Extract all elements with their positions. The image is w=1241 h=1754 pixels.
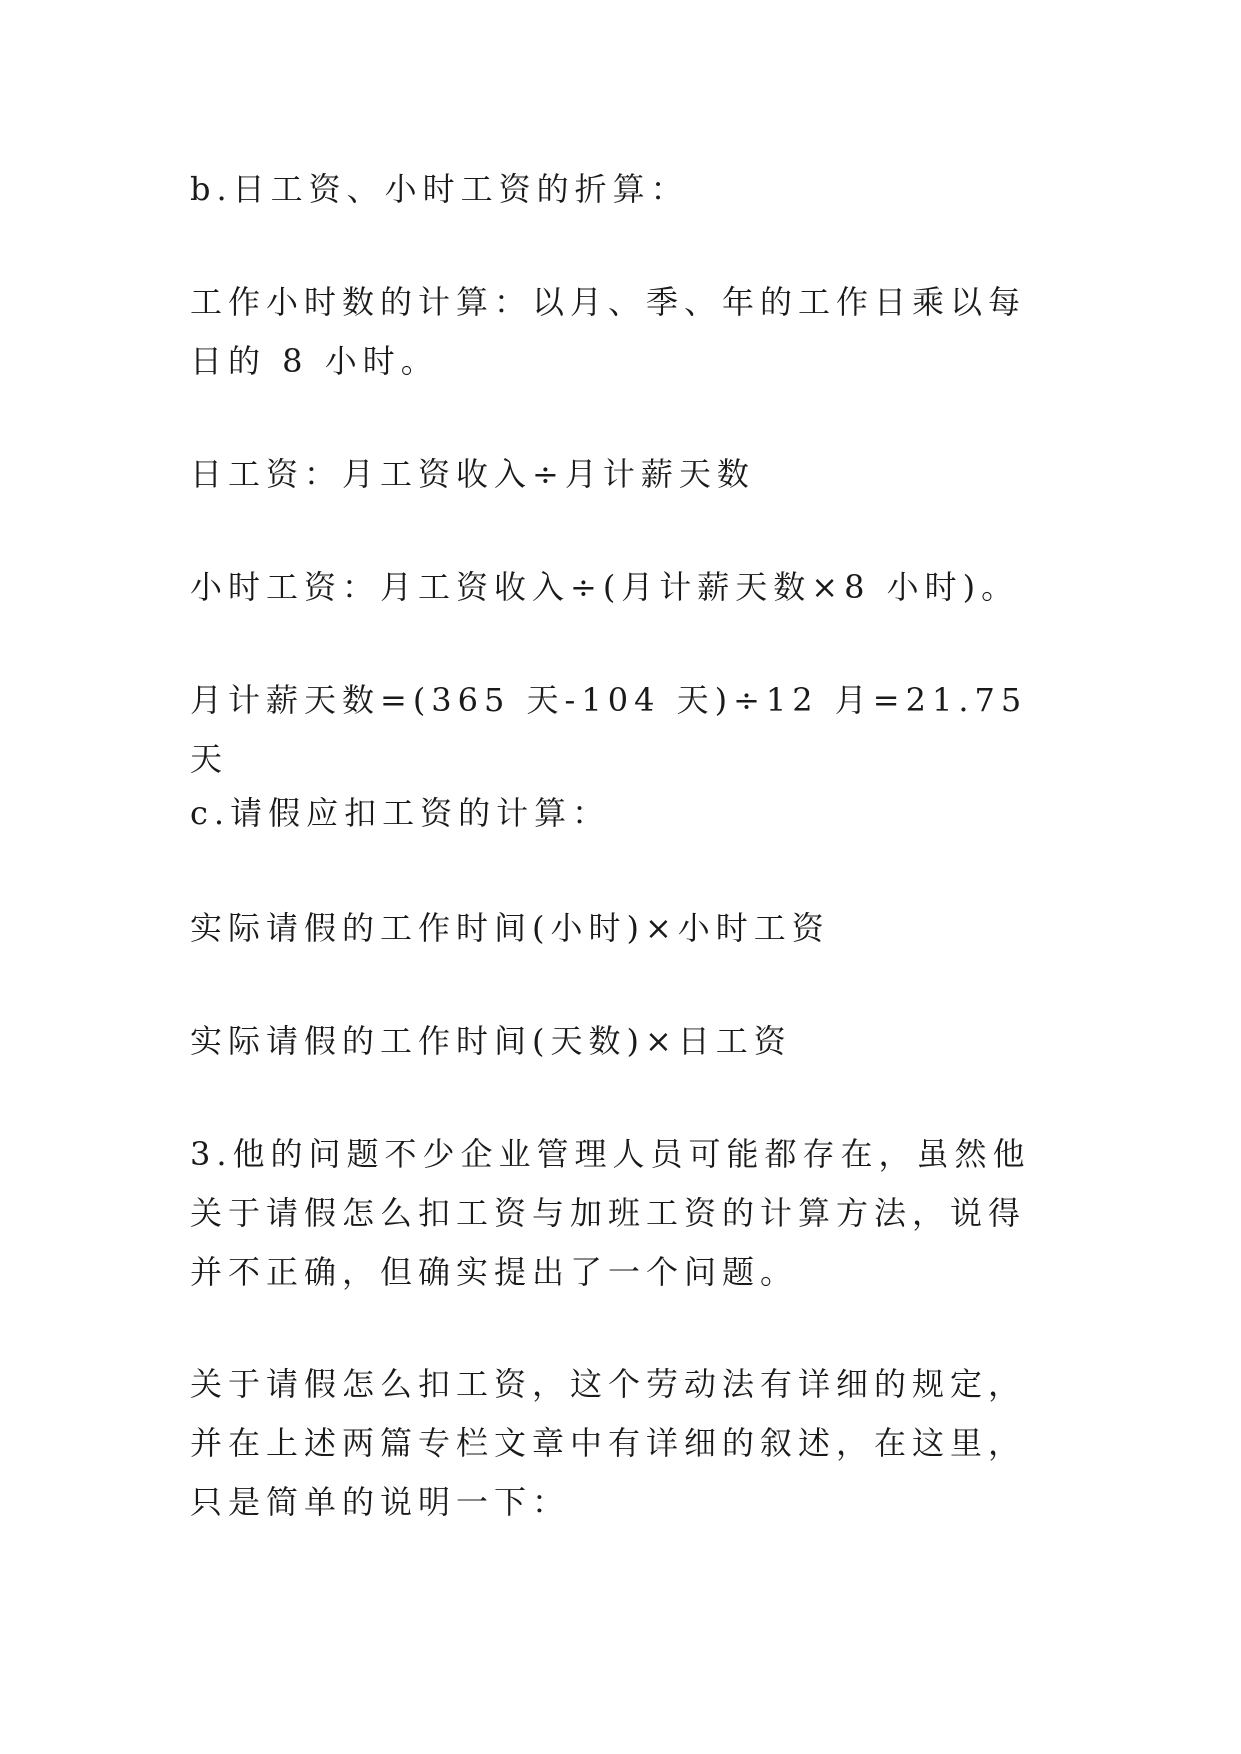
formula-leave-hours: 实际请假的工作时间(小时)×小时工资 [190,909,830,947]
paragraph-leave-deduction-rules: 关于请假怎么扣工资，这个劳动法有详细的规定，并在上述两篇专栏文章中有详细的叙述，在这里，只是简单的说明一下： [190,1365,1027,1521]
formula-monthly-pay-days: 月计薪天数=(365 天-104 天)÷12 月=21.75 天 [190,681,1028,778]
paragraph-work-hours-calculation: 工作小时数的计算：以月、季、年的工作日乘以每日的 8 小时。 [190,283,1027,380]
formula-hourly-wage: 小时工资：月工资收入÷(月计薪天数×8 小时)。 [190,568,1020,606]
heading-leave-deduction: c.请假应扣工资的计算： [190,794,611,832]
paragraph-point-3: 3.他的问题不少企业管理人员可能都存在，虽然他关于请假怎么扣工资与加班工资的计算方法，说得并不正确，但确实提出了一个问题。 [190,1135,1031,1291]
formula-leave-days: 实际请假的工作时间(天数)×日工资 [190,1022,792,1060]
formula-daily-wage: 日工资：月工资收入÷月计薪天数 [190,455,755,493]
heading-daily-hourly-conversion: b.日工资、小时工资的折算： [190,170,689,208]
